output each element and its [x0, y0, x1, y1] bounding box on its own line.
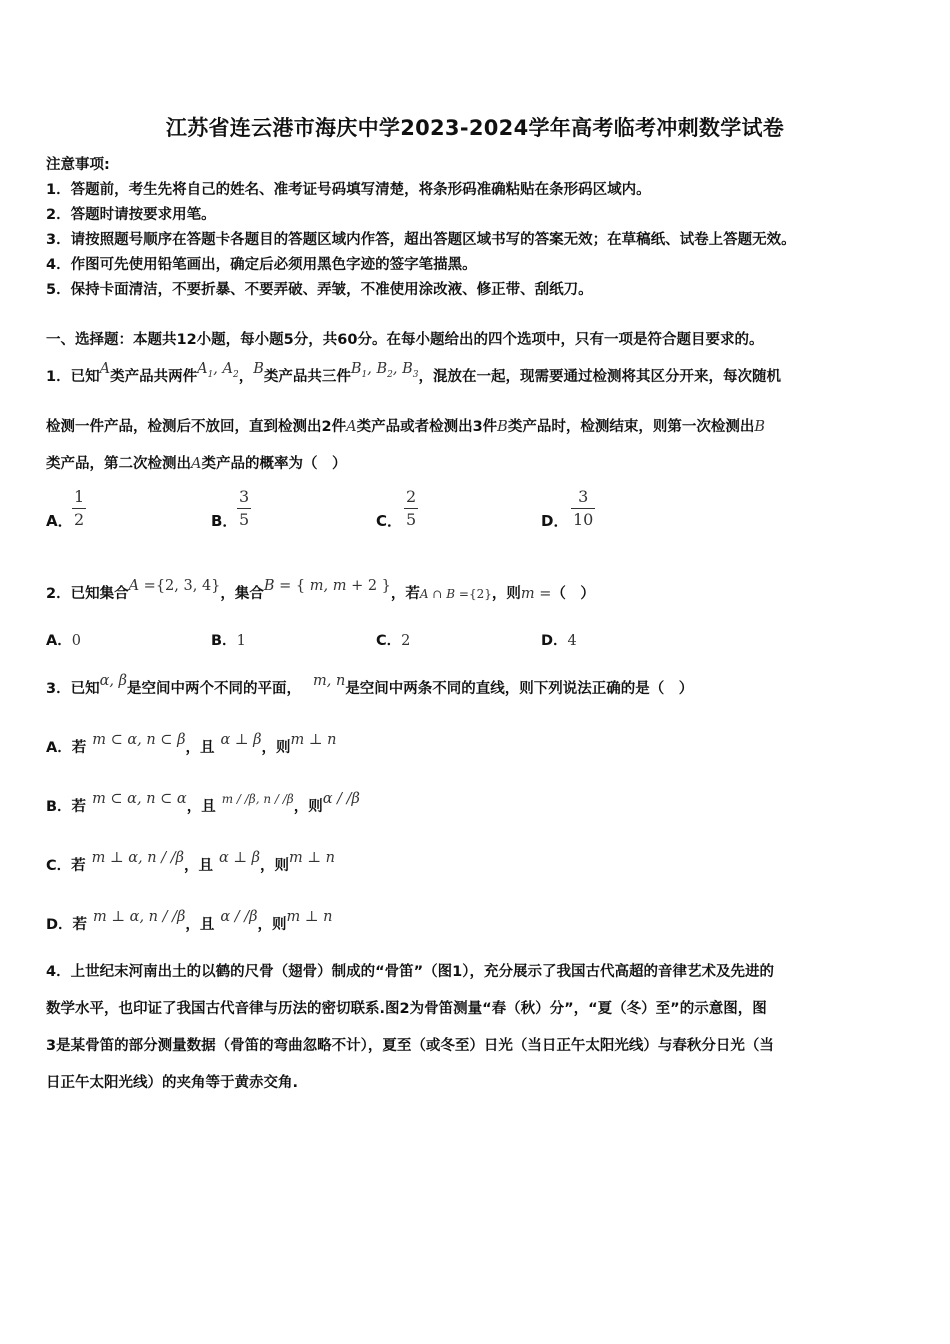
question-4-line-2: 数学水平，也印证了我国古代音律与历法的密切联系.图2为骨笛测量“春（秋）分”，“夏（冬）至”的示意图，图 [46, 1001, 767, 1017]
q3-text: 是空间中两个不同的平面， [127, 681, 301, 697]
q1-math-a: A [99, 361, 111, 377]
question-1-line-1 [46, 361, 781, 388]
q3-option-d[interactable]: D．若 m ⊥ α, n / /β，且 α / /β，则m ⊥ n [46, 909, 333, 933]
q1-text: 1．已知 [46, 369, 100, 385]
q2-text: ，则 [491, 586, 521, 602]
fraction: 2 5 [406, 487, 417, 529]
option-label: D． [541, 512, 569, 530]
q2-math: + 2 } [346, 578, 391, 594]
q1-math-b123: $B_1$, $B_2$, $B_3$ [350, 361, 419, 380]
fraction: 3 5 [239, 487, 250, 529]
notice-item-5: 5．保持卡面清洁，不要折暴、不要弄破、弄皱，不准使用涂改液、修正带、刮纸刀。 [46, 282, 593, 298]
q1-text: 类产品或者检测出3件 [356, 419, 498, 435]
q2-math: = { [274, 578, 310, 594]
q1-math-b: B [497, 419, 508, 435]
question-4-line-4: 日正午太阳光线）的夹角等于黄赤交角. [46, 1075, 299, 1091]
question-3 [46, 673, 694, 698]
q3-text: 3．已知 [46, 681, 100, 697]
question-1-line-3 [46, 452, 346, 473]
q1-text: ， [238, 369, 254, 385]
q2-math: ={2, 3, 4} [139, 578, 221, 594]
q2-text: ，若 [390, 586, 420, 602]
fraction: 3 10 [573, 487, 594, 529]
q1-math-b: B [253, 361, 264, 377]
question-4-line-1: 4．上世纪末河南出土的以鹤的尺骨（翅骨）制成的“骨笛”（图1），充分展示了我国古代高超的音律艺术及先进的 [46, 964, 774, 980]
q1-math-b: B [754, 419, 765, 435]
q1-text: 类产品时，检测结束，则第一次检测出 [507, 419, 755, 435]
section-heading: 一、选择题：本题共12小题，每小题5分，共60分。在每小题给出的四个选项中，只有一项是符合题目要求的。 [46, 332, 764, 348]
q3-math: m, n [313, 673, 346, 689]
q2-text: 2．已知集合 [46, 586, 129, 602]
q1-text: 类产品共两件 [110, 369, 198, 385]
q1-text: 类产品的概率为（ ） [201, 456, 347, 472]
q2-math: B [263, 578, 275, 594]
q2-math: = [534, 586, 552, 602]
question-4-line-3: 3是某骨笛的部分测量数据（骨笛的弯曲忽略不计），夏至（或冬至）日光（当日正午太阳光线）与春秋分日光（当 [46, 1038, 774, 1054]
q1-options [46, 486, 806, 534]
q2-math: ={2} [455, 587, 492, 601]
q2-option-c[interactable]: C．2 [376, 633, 411, 649]
notice-item-3: 3．请按照题号顺序在答题卡各题目的答题区域内作答，超出答题区域书写的答案无效；在草稿纸、试卷上答题无效。 [46, 232, 796, 248]
q2-math: A ∩ B [419, 587, 456, 601]
notice-item-1: 1．答题前，考生先将自己的姓名、准考证号码填写清楚，将条形码准确粘贴在条形码区域内。 [46, 182, 651, 198]
q3-option-b[interactable]: B．若 m ⊂ α, n ⊂ α，且 $^{m / /\beta, n / /\beta}$，则α / /β [46, 791, 360, 815]
q1-text: 类产品共三件 [263, 369, 351, 385]
q3-text: 是空间中两条不同的直线，则下列说法正确的是（ ） [345, 681, 694, 697]
option-label: B． [211, 512, 238, 530]
q3-option-c[interactable]: C．若 m ⊥ α, n / /β，且 α ⊥ β，则m ⊥ n [46, 850, 335, 874]
q2-math: A [128, 578, 140, 594]
notice-item-4: 4．作图可先使用铅笔画出，确定后必须用黑色字迹的签字笔描黑。 [46, 257, 477, 273]
q1-text: ，混放在一起，现需要通过检测将其区分开来，每次随机 [418, 369, 781, 385]
option-label: A． [46, 512, 73, 530]
q2-text: （ ） [551, 586, 595, 602]
q1-text: 检测一件产品，检测后不放回，直到检测出2件 [46, 419, 347, 435]
exam-title: 江苏省连云港市海庆中学2023-2024学年高考临考冲刺数学试卷 [165, 116, 785, 140]
option-label: C． [376, 512, 403, 530]
notice-item-2: 2．答题时请按要求用笔。 [46, 207, 216, 223]
q2-math: m [520, 586, 535, 602]
q1-math-a: A [346, 419, 357, 435]
q3-option-a[interactable]: A．若 m ⊂ α, n ⊂ β，且 α ⊥ β，则m ⊥ n [46, 732, 337, 756]
fraction: 1 2 [74, 487, 85, 529]
question-1-line-2 [46, 415, 765, 436]
q2-math: m, m [309, 578, 347, 594]
q1-math-a: A [191, 456, 202, 472]
q2-options [46, 629, 806, 651]
q1-math-a1a2: $A_1$, $A_2$ [197, 361, 239, 380]
q2-option-b[interactable]: B．1 [211, 633, 246, 649]
q1-text: 类产品，第二次检测出 [46, 456, 191, 472]
q2-text: ，集合 [220, 586, 264, 602]
q3-math: α, β [99, 673, 127, 689]
q2-option-d[interactable]: D．4 [541, 633, 577, 649]
notice-heading: 注意事项: [46, 157, 110, 173]
q2-option-a[interactable]: A．0 [46, 633, 81, 649]
question-2 [46, 578, 595, 603]
